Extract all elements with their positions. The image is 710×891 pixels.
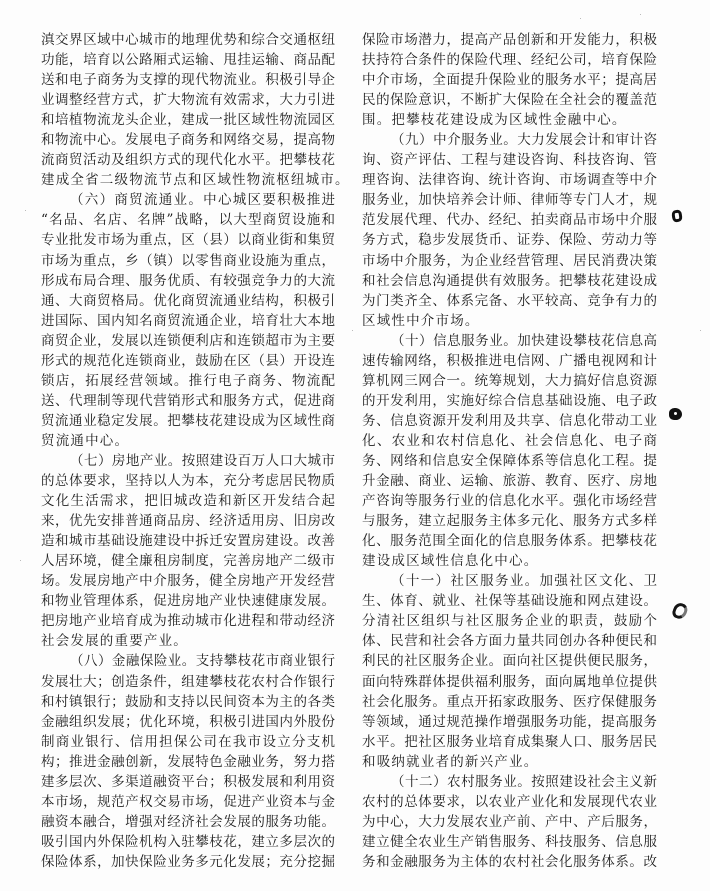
- scan-speck: [700, 330, 701, 331]
- text-line: 形式的规范化连锁商业，鼓励在区（县）开设连: [41, 352, 335, 369]
- text-line: 的总体要求，坚持以人为本，充分考虑居民物质: [41, 473, 335, 490]
- text-line: 锁店，拓展经营领域。推行电子商务、物流配: [41, 372, 335, 389]
- text-line: 滇交界区域中心城市的地理优势和综合交通枢纽: [41, 32, 335, 48]
- text-column-right: [362, 30, 657, 872]
- text-line: 建成全省二级物流节点和区域性物流枢纽城市。: [41, 172, 350, 189]
- text-line: 水平。把社区服务业培育成集聚人口、服务居民: [362, 733, 657, 750]
- text-line: 务方式，稳步发展货币、证券、保险、劳动力等: [362, 232, 657, 249]
- paragraph-first-line: （十）信息服务业。加快建设攀枝花信息高: [391, 332, 657, 349]
- scan-speck: [352, 330, 353, 331]
- paragraph-first-line: （十一）社区服务业。加强社区文化、卫: [391, 573, 657, 590]
- text-line: 本市场，规范产权交易市场，促进产业资本与金: [41, 793, 335, 810]
- text-line: 民的保险意识，不断扩大保险在全社会的覆盖范: [362, 92, 657, 109]
- text-line: 社会发展的重要产业。: [41, 633, 188, 650]
- text-column-left: [41, 30, 350, 872]
- text-line: 制商业银行、信用担保公司在我市设立分支机: [41, 733, 335, 750]
- text-line: 保险体系，加快保险业务多元化发展；充分挖掘: [41, 853, 335, 870]
- paragraph-first-line: （七）房地产业。按照建设百万人口大城市: [70, 452, 335, 469]
- text-line: 金融组织发展；优化环境，积极引进国内外股份: [41, 713, 335, 730]
- text-line: 分清社区组织与社区服务企业的职责，鼓励个: [362, 613, 657, 630]
- text-line: 生、体育、就业、社保等基础设施和网点建设。: [362, 593, 657, 610]
- text-line: 询、资产评估、工程与建设咨询、科技咨询、管: [362, 152, 657, 169]
- scan-speck: [25, 210, 26, 211]
- text-line: 利民的社区服务企业。面向社区提供便民服务，: [362, 653, 657, 670]
- text-line: 吸引国内外保险机构入驻攀枝花，建立多层次的: [41, 833, 335, 850]
- text-line: 构；推进金融创新，发展特色金融业务，努力搭: [41, 753, 335, 770]
- text-line: 贸流通业稳定发展。把攀枝花建设成为区域性商: [41, 412, 335, 429]
- text-line: 把房地产业培育成为推动城市化进程和带动经济: [41, 613, 335, 630]
- text-line: 业调整经营方式，扩大物流有效需求，大力引进: [41, 92, 335, 109]
- text-line: 形成布局合理、服务优质、有较强竞争力的大流: [41, 272, 335, 289]
- text-line: 流商贸活动及组织方式的现代化水平。把攀枝花: [41, 152, 335, 169]
- paragraph-first-line: （十二）农村服务业。按照建设社会主义新: [391, 773, 657, 790]
- text-line: 功能，培育以公路厢式运输、甩挂运输、商品配: [41, 52, 335, 69]
- text-line: 建设成区域性信息化中心。: [362, 553, 539, 570]
- text-line: 市场为重点，乡（镇）以零售商业设施为重点，: [41, 252, 335, 269]
- text-line: 贸流通中心。: [41, 432, 130, 449]
- text-line: 商贸企业，发展以连锁便利店和连锁超市为主要: [41, 332, 335, 349]
- scan-speck: [20, 560, 21, 561]
- text-line: 和培植物流龙头企业，建成一批区域性物流园区: [41, 112, 335, 129]
- text-line: 区域性中介市场。: [362, 312, 480, 329]
- scan-speck: [640, 14, 641, 15]
- text-line: 的开发利用，实施好综合信息基础设施、电子政: [362, 392, 657, 409]
- text-line: 化、服务范围全面化的信息服务体系。把攀枝花: [362, 533, 657, 550]
- text-line: 务和金融服务为主体的农村社会化服务体系。改: [362, 853, 657, 870]
- text-line: 等领域，通过规范操作增强服务功能，提高服务: [362, 713, 657, 730]
- text-line: 范发展代理、代办、经纪、拍卖商品市场中介服: [362, 212, 657, 229]
- text-line: 速传输网络，积极推进电信网、广播电视网和计: [362, 352, 657, 369]
- text-line: 融资本融合，增强对经济社会发展的服务功能。: [41, 813, 335, 830]
- text-line: 送和电子商务为支撑的现代物流业。积极引导企: [41, 72, 335, 89]
- text-line: 文化生活需求，把旧城改造和新区开发结合起: [41, 493, 335, 510]
- text-line: 化、农业和农村信息化、社会信息化、电子商: [362, 432, 657, 449]
- text-line: 产咨询等服务行业的信息化水平。强化市场经营: [362, 493, 657, 510]
- text-line: 和物流中心。发展电子商务和网络交易，提高物: [41, 132, 335, 149]
- text-line: 市场中介服务，为企业经营管理、居民消费决策: [362, 252, 657, 269]
- paragraph-first-line: （八）金融保险业。支持攀枝花市商业银行: [70, 653, 335, 670]
- scan-hole-mark: [671, 209, 683, 222]
- text-line: 中介市场，全面提升保险业的服务水平；提高居: [362, 72, 657, 89]
- text-line: 来，优先安排普通商品房、经济适用房、旧房改: [41, 513, 335, 530]
- text-line: 专业批发市场为重点，区（县）以商业街和集贸: [41, 232, 335, 249]
- text-line: 和社会信息沟通提供有效服务。把攀枝花建设成: [362, 272, 657, 289]
- text-line: 务、网络和信息安全保障体系等信息化工程。提: [362, 452, 657, 469]
- text-line: 和吸纳就业者的新兴产业。: [362, 753, 539, 770]
- text-line: 建多层次、多渠道融资平台；积极发展和利用资: [41, 773, 335, 790]
- text-line: 通、大商贸格局。优化商贸流通业结构，积极引: [41, 292, 335, 309]
- text-line: 进国际、国内知名商贸流通企业，培育壮大本地: [41, 312, 335, 329]
- text-line: 升金融、商业、运输、旅游、教育、医疗、房地: [362, 473, 657, 490]
- text-line: 保险市场潜力，提高产品创新和开发能力，积极: [362, 32, 657, 48]
- text-line: 服务业，加快培养会计师、律师等专门人才，规: [362, 192, 657, 209]
- text-line: 发展壮大；创造条件，组建攀枝花农村合作银行: [41, 673, 335, 690]
- text-line: 与服务，建立起服务主体多元化、服务方式多样: [362, 513, 657, 530]
- text-line: 造和城市基础设施建设中拆迁安置房建设。改善: [41, 533, 335, 550]
- text-line: 送、代理制等现代营销形式和服务方式，促进商: [41, 392, 335, 409]
- text-line: 算机网三网合一。统筹规划，大力搞好信息资源: [362, 372, 657, 389]
- text-line: 体、民营和社会各方面力量共同创办各种便民和: [362, 633, 657, 650]
- text-line: 理咨询、法律咨询、统计咨询、市场调查等中介: [362, 172, 657, 189]
- text-line: “名品、名店、名牌”战略，以大型商贸设施和: [41, 212, 335, 229]
- text-line: 人居环境，健全廉租房制度，完善房地产二级市: [41, 553, 335, 570]
- scan-hole-mark: [671, 601, 690, 621]
- scan-speck: [580, 18, 581, 19]
- scan-hole-mark: [669, 408, 682, 420]
- text-line: 建立健全农业生产销售服务、科技服务、信息服: [362, 833, 657, 850]
- text-line: 为中心，大力发展农业产前、产中、产后服务，: [362, 813, 657, 830]
- text-line: 扶持符合条件的保险代理、经纪公司，培育保险: [362, 52, 657, 69]
- text-line: 面向特殊群体提供福利服务，面向属地单位提供: [362, 673, 657, 690]
- paragraph-first-line: （九）中介服务业。大力发展会计和审计咨: [391, 132, 657, 149]
- text-line: 务、信息资源开发利用及共享、信息化带动工业: [362, 412, 657, 429]
- text-line: 围。把攀枝花建设成为区域性金融中心。: [362, 112, 627, 129]
- text-line: 和村镇银行；鼓励和支持以民间资本为主的各类: [41, 693, 335, 710]
- text-line: 和物业管理体系，促进房地产业快速健康发展。: [41, 593, 335, 610]
- text-line: 社会化服务。重点开拓家政服务、医疗保健服务: [362, 693, 657, 710]
- paragraph-first-line: （六）商贸流通业。中心城区要积极推进: [70, 192, 335, 209]
- text-line: 为门类齐全、体系完备、水平较高、竞争有力的: [362, 292, 657, 309]
- text-line: 农村的总体要求，以农业产业化和发展现代农业: [362, 793, 657, 810]
- text-line: 场。发展房地产中介服务，健全房地产开发经营: [41, 573, 335, 590]
